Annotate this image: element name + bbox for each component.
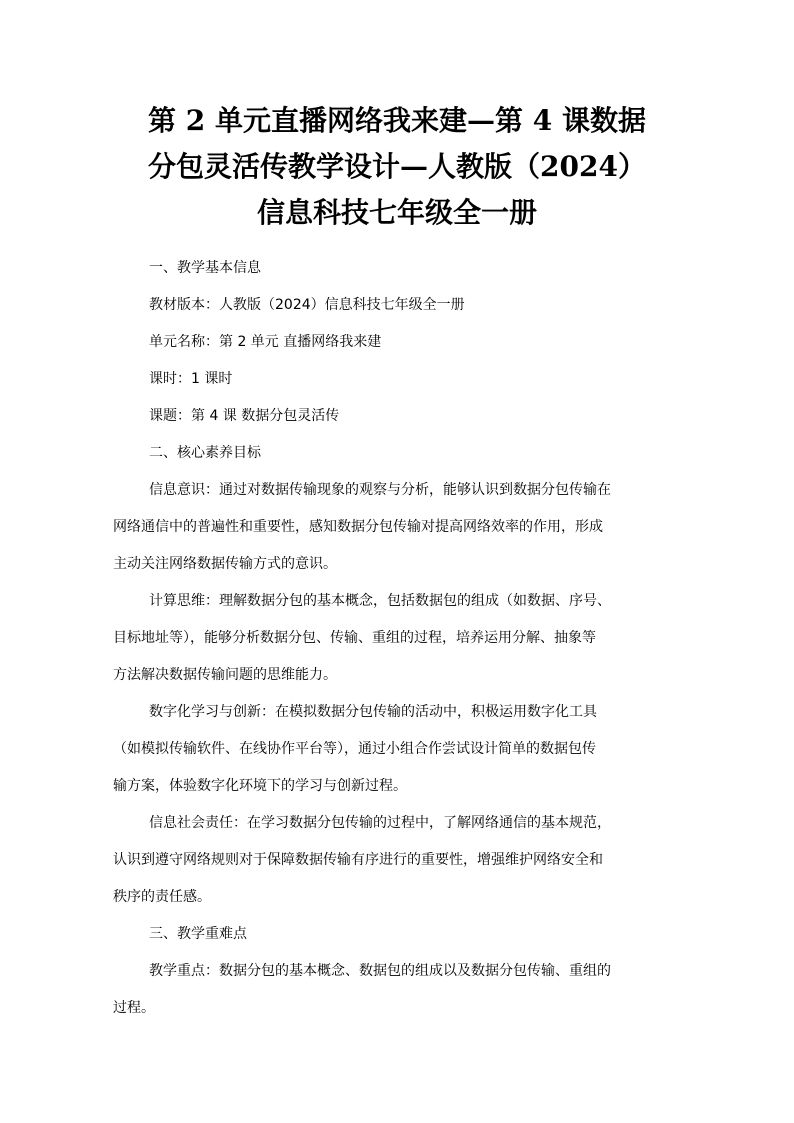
- info-class-hours: 课时：1 课时: [149, 371, 233, 387]
- document-title: [100, 98, 694, 236]
- paragraph-line: 信息意识：通过对数据传输现象的观察与分析，能够认识到数据分包传输在: [149, 482, 611, 498]
- paragraph-line: 方法解决数据传输问题的思维能力。: [113, 667, 337, 683]
- document-body: [113, 250, 685, 1027]
- paragraph-line: 主动关注网络数据传输方式的意识。: [113, 556, 337, 572]
- paragraph-line: 数字化学习与创新：在模拟数据分包传输的活动中，积极运用数字化工具: [149, 704, 597, 720]
- paragraph-line: 网络通信中的普遍性和重要性，感知数据分包传输对提高网络效率的作用，形成: [113, 519, 603, 535]
- info-lesson-topic: 课题：第 4 课 数据分包灵活传: [149, 408, 340, 424]
- paragraph-line: 教学重点：数据分包的基本概念、数据包的组成以及数据分包传输、重组的: [149, 963, 611, 979]
- section-heading-basic-info: 一、教学基本信息: [149, 260, 261, 276]
- paragraph-line: 秩序的责任感。: [113, 889, 211, 905]
- paragraph-line: 计算思维：理解数据分包的基本概念，包括数据包的组成（如数据、序号、: [149, 593, 611, 609]
- title-line-3: 信息科技七年级全一册: [256, 196, 537, 229]
- paragraph-line: 输方案，体验数字化环境下的学习与创新过程。: [113, 778, 407, 794]
- paragraph-line: 过程。: [113, 1000, 155, 1016]
- info-textbook-version: 教材版本：人教版（2024）信息科技七年级全一册: [149, 297, 465, 313]
- title-line-2: 分包灵活传教学设计—人教版（2024）: [148, 150, 646, 183]
- section-heading-core-literacy: 二、核心素养目标: [149, 445, 261, 461]
- paragraph-line: （如模拟传输软件、在线协作平台等），通过小组合作尝试设计简单的数据包传: [113, 741, 596, 757]
- paragraph-line: 信息社会责任：在学习数据分包传输的过程中，了解网络通信的基本规范，: [149, 815, 611, 831]
- paragraph-line: 认识到遵守网络规则对于保障数据传输有序进行的重要性，增强维护网络安全和: [113, 852, 603, 868]
- section-heading-key-points: 三、教学重难点: [149, 926, 247, 942]
- paragraph-line: 目标地址等），能够分析数据分包、传输、重组的过程，培养运用分解、抽象等: [113, 630, 596, 646]
- title-line-1: 第 2 单元直播网络我来建—第 4 课数据: [148, 104, 646, 137]
- info-unit-name: 单元名称：第 2 单元 直播网络我来建: [149, 334, 382, 350]
